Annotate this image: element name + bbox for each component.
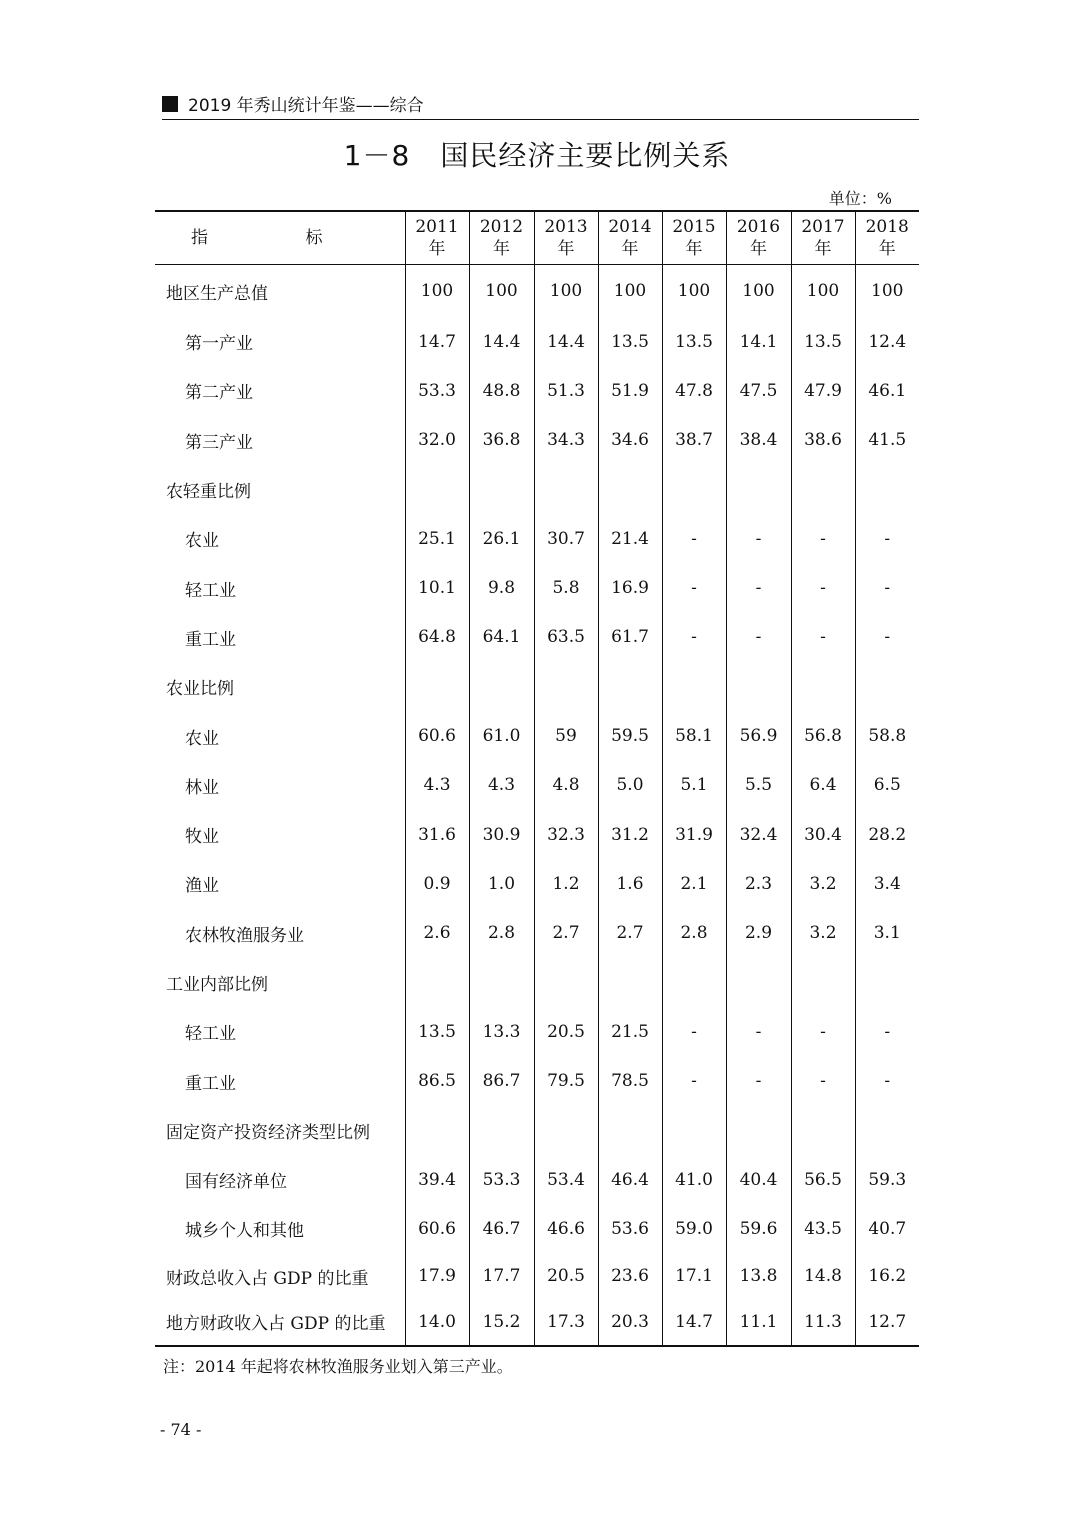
value-cell: 64.8 [405, 613, 469, 662]
value-cell: 3.4 [855, 859, 919, 908]
value-cell: 48.8 [469, 366, 534, 415]
row-label: 国有经济单位 [185, 1172, 287, 1193]
value-cell [791, 465, 855, 514]
value-cell [598, 1106, 662, 1155]
table-row [155, 366, 919, 415]
value-cell: 13.3 [469, 1007, 534, 1056]
value-cell [598, 465, 662, 514]
value-cell [662, 662, 726, 711]
value-cell: 58.1 [662, 711, 726, 760]
value-cell: 17.9 [405, 1254, 469, 1300]
footnote: 注：2014 年起将农林牧渔服务业划入第三产业。 [163, 1357, 513, 1376]
value-cell: 17.7 [469, 1254, 534, 1300]
value-cell: 61.0 [469, 711, 534, 760]
value-cell: 53.4 [534, 1155, 598, 1204]
value-cell [855, 958, 919, 1007]
value-cell: 60.6 [405, 1204, 469, 1253]
value-cell: 59.6 [726, 1204, 791, 1253]
value-cell: - [791, 563, 855, 612]
value-cell: 100 [855, 265, 919, 318]
value-cell: 100 [662, 265, 726, 318]
row-label: 城乡个人和其他 [185, 1221, 304, 1242]
value-cell: 13.5 [791, 317, 855, 366]
value-cell: 86.7 [469, 1056, 534, 1105]
value-cell: 41.5 [855, 416, 919, 465]
running-header [162, 92, 919, 120]
value-cell: 12.4 [855, 317, 919, 366]
year-header: 2013 年 [534, 211, 598, 265]
value-cell: 47.9 [791, 366, 855, 415]
value-cell: 59.3 [855, 1155, 919, 1204]
value-cell: - [662, 1007, 726, 1056]
value-cell: 1.0 [469, 859, 534, 908]
value-cell: 60.6 [405, 711, 469, 760]
value-cell: - [855, 613, 919, 662]
value-cell: - [791, 1056, 855, 1105]
value-cell: 3.2 [791, 859, 855, 908]
table-row [155, 563, 919, 612]
value-cell [534, 465, 598, 514]
value-cell [598, 662, 662, 711]
value-cell: 14.8 [791, 1254, 855, 1300]
value-cell: 100 [534, 265, 598, 318]
value-cell: 2.7 [534, 909, 598, 958]
value-cell: 20.5 [534, 1254, 598, 1300]
value-cell [534, 662, 598, 711]
row-label: 林业 [185, 777, 219, 798]
row-label: 第一产业 [185, 334, 253, 355]
value-cell: 59.0 [662, 1204, 726, 1253]
table-row [155, 514, 919, 563]
value-cell: 5.0 [598, 761, 662, 810]
value-cell [726, 662, 791, 711]
row-label: 地区生产总值 [166, 283, 268, 304]
value-cell [726, 1106, 791, 1155]
value-cell: - [662, 1056, 726, 1105]
value-cell [662, 958, 726, 1007]
year-header: 2018 年 [855, 211, 919, 265]
value-cell: 30.4 [791, 810, 855, 859]
value-cell: 86.5 [405, 1056, 469, 1105]
table-row [155, 909, 919, 958]
value-cell: 4.3 [469, 761, 534, 810]
value-cell: 10.1 [405, 563, 469, 612]
value-cell: - [726, 1056, 791, 1105]
table-row [155, 317, 919, 366]
table-row [155, 1155, 919, 1204]
row-label: 第三产业 [185, 432, 253, 453]
value-cell: 59 [534, 711, 598, 760]
table-body [155, 265, 919, 1346]
value-cell: - [855, 563, 919, 612]
row-label: 农业 [185, 531, 219, 552]
value-cell: - [855, 1056, 919, 1105]
value-cell: 59.5 [598, 711, 662, 760]
value-cell: 53.3 [405, 366, 469, 415]
value-cell: 2.1 [662, 859, 726, 908]
value-cell: 51.3 [534, 366, 598, 415]
value-cell: 25.1 [405, 514, 469, 563]
value-cell: 61.7 [598, 613, 662, 662]
value-cell: 40.4 [726, 1155, 791, 1204]
table-row [155, 662, 919, 711]
table-row [155, 1254, 919, 1300]
value-cell [534, 958, 598, 1007]
table-row [155, 711, 919, 760]
value-cell: 31.6 [405, 810, 469, 859]
value-cell: 47.8 [662, 366, 726, 415]
value-cell: 6.5 [855, 761, 919, 810]
row-label: 固定资产投资经济类型比例 [166, 1122, 370, 1143]
row-label: 财政总收入占 GDP 的比重 [166, 1268, 369, 1289]
value-cell: 38.6 [791, 416, 855, 465]
table-row [155, 1204, 919, 1253]
value-cell [855, 662, 919, 711]
value-cell: 13.5 [662, 317, 726, 366]
value-cell: 56.5 [791, 1155, 855, 1204]
value-cell [405, 465, 469, 514]
value-cell: 100 [598, 265, 662, 318]
value-cell [469, 1106, 534, 1155]
value-cell: 2.3 [726, 859, 791, 908]
value-cell: 9.8 [469, 563, 534, 612]
value-cell: 11.1 [726, 1299, 791, 1346]
value-cell [405, 662, 469, 711]
value-cell: 64.1 [469, 613, 534, 662]
value-cell: 17.3 [534, 1299, 598, 1346]
value-cell: 1.2 [534, 859, 598, 908]
value-cell [469, 465, 534, 514]
value-cell: 30.7 [534, 514, 598, 563]
year-header: 2017 年 [791, 211, 855, 265]
table-header-row [155, 211, 919, 265]
value-cell: 51.9 [598, 366, 662, 415]
table-row [155, 613, 919, 662]
value-cell: 30.9 [469, 810, 534, 859]
table-row [155, 1299, 919, 1346]
row-label: 渔业 [185, 876, 219, 897]
year-header: 2014 年 [598, 211, 662, 265]
value-cell: 2.9 [726, 909, 791, 958]
value-cell: - [662, 563, 726, 612]
value-cell: - [791, 514, 855, 563]
value-cell: 0.9 [405, 859, 469, 908]
value-cell: 41.0 [662, 1155, 726, 1204]
value-cell: 38.7 [662, 416, 726, 465]
value-cell: 46.6 [534, 1204, 598, 1253]
value-cell: - [726, 613, 791, 662]
value-cell: 13.8 [726, 1254, 791, 1300]
row-label: 第二产业 [185, 383, 253, 404]
value-cell [469, 958, 534, 1007]
value-cell: 31.9 [662, 810, 726, 859]
table-row [155, 465, 919, 514]
value-cell: 100 [791, 265, 855, 318]
row-label: 农业比例 [166, 679, 234, 700]
value-cell: - [662, 514, 726, 563]
value-cell: 14.1 [726, 317, 791, 366]
value-cell: 31.2 [598, 810, 662, 859]
value-cell: 14.0 [405, 1299, 469, 1346]
value-cell [598, 958, 662, 1007]
ratio-table [155, 210, 919, 1347]
table-row [155, 1106, 919, 1155]
value-cell: 20.3 [598, 1299, 662, 1346]
value-cell: 4.8 [534, 761, 598, 810]
value-cell: 46.4 [598, 1155, 662, 1204]
year-header: 2016 年 [726, 211, 791, 265]
value-cell: 21.4 [598, 514, 662, 563]
value-cell: 100 [726, 265, 791, 318]
value-cell: 2.6 [405, 909, 469, 958]
page-title [0, 134, 1074, 174]
row-label: 牧业 [185, 827, 219, 848]
value-cell: 26.1 [469, 514, 534, 563]
value-cell: 5.8 [534, 563, 598, 612]
year-header: 2015 年 [662, 211, 726, 265]
value-cell [662, 1106, 726, 1155]
value-cell: - [791, 1007, 855, 1056]
value-cell: 79.5 [534, 1056, 598, 1105]
value-cell: 17.1 [662, 1254, 726, 1300]
value-cell: 21.5 [598, 1007, 662, 1056]
value-cell: - [855, 514, 919, 563]
value-cell [726, 465, 791, 514]
value-cell: 5.1 [662, 761, 726, 810]
value-cell: 2.7 [598, 909, 662, 958]
value-cell: 14.4 [469, 317, 534, 366]
value-cell [855, 1106, 919, 1155]
row-label: 农业 [185, 728, 219, 749]
row-label: 轻工业 [185, 1024, 236, 1045]
value-cell: 36.8 [469, 416, 534, 465]
table-row [155, 859, 919, 908]
value-cell: - [855, 1007, 919, 1056]
value-cell: 28.2 [855, 810, 919, 859]
table-number: 1－8 [343, 139, 411, 172]
row-label: 轻工业 [185, 580, 236, 601]
table-row [155, 958, 919, 1007]
value-cell: - [791, 613, 855, 662]
row-label: 地方财政收入占 GDP 的比重 [155, 1299, 405, 1346]
value-cell [405, 958, 469, 1007]
value-cell [791, 662, 855, 711]
value-cell [534, 1106, 598, 1155]
value-cell: 14.7 [405, 317, 469, 366]
value-cell: 40.7 [855, 1204, 919, 1253]
header-square-icon [162, 96, 178, 112]
value-cell: 46.1 [855, 366, 919, 415]
value-cell: 15.2 [469, 1299, 534, 1346]
row-label: 重工业 [185, 1073, 236, 1094]
value-cell: 47.5 [726, 366, 791, 415]
value-cell: - [726, 514, 791, 563]
value-cell: 58.8 [855, 711, 919, 760]
value-cell [662, 465, 726, 514]
value-cell: 32.4 [726, 810, 791, 859]
value-cell [855, 465, 919, 514]
value-cell: 78.5 [598, 1056, 662, 1105]
value-cell: 53.6 [598, 1204, 662, 1253]
value-cell [405, 1106, 469, 1155]
value-cell: 56.8 [791, 711, 855, 760]
value-cell: - [726, 563, 791, 612]
value-cell: 34.3 [534, 416, 598, 465]
table-row [155, 265, 919, 318]
value-cell: 2.8 [662, 909, 726, 958]
value-cell: 53.3 [469, 1155, 534, 1204]
value-cell: 11.3 [791, 1299, 855, 1346]
value-cell: 43.5 [791, 1204, 855, 1253]
value-cell [726, 958, 791, 1007]
year-header: 2011 年 [405, 211, 469, 265]
value-cell: 14.4 [534, 317, 598, 366]
value-cell: 63.5 [534, 613, 598, 662]
table-row [155, 1007, 919, 1056]
value-cell [469, 662, 534, 711]
value-cell: 16.9 [598, 563, 662, 612]
table-row [155, 416, 919, 465]
value-cell: 34.6 [598, 416, 662, 465]
value-cell: 3.1 [855, 909, 919, 958]
value-cell [791, 958, 855, 1007]
value-cell: 100 [469, 265, 534, 318]
running-header-text: 2019 年秀山统计年鉴——综合 [188, 96, 424, 116]
value-cell: 32.0 [405, 416, 469, 465]
value-cell: 3.2 [791, 909, 855, 958]
table-row [155, 1056, 919, 1105]
row-label: 农轻重比例 [166, 482, 251, 503]
value-cell: 20.5 [534, 1007, 598, 1056]
row-label: 重工业 [185, 629, 236, 650]
value-cell: 6.4 [791, 761, 855, 810]
value-cell: 13.5 [405, 1007, 469, 1056]
indicator-header: 指 标 [155, 211, 405, 265]
value-cell: 38.4 [726, 416, 791, 465]
value-cell [791, 1106, 855, 1155]
value-cell: - [662, 613, 726, 662]
page-number: - 74 - [160, 1420, 202, 1439]
value-cell: 56.9 [726, 711, 791, 760]
value-cell: 5.5 [726, 761, 791, 810]
value-cell: 13.5 [598, 317, 662, 366]
table-title: 国民经济主要比例关系 [440, 139, 731, 172]
value-cell: 12.7 [855, 1299, 919, 1346]
value-cell: 39.4 [405, 1155, 469, 1204]
value-cell: 4.3 [405, 761, 469, 810]
value-cell: 16.2 [855, 1254, 919, 1300]
year-header: 2012 年 [469, 211, 534, 265]
value-cell: 1.6 [598, 859, 662, 908]
row-label: 农林牧渔服务业 [185, 925, 304, 946]
value-cell: 23.6 [598, 1254, 662, 1300]
table-row [155, 810, 919, 859]
value-cell: 32.3 [534, 810, 598, 859]
value-cell: 2.8 [469, 909, 534, 958]
value-cell: - [726, 1007, 791, 1056]
value-cell: 46.7 [469, 1204, 534, 1253]
value-cell: 14.7 [662, 1299, 726, 1346]
unit-label: 单位：% [828, 189, 892, 208]
table-row [155, 761, 919, 810]
value-cell: 100 [405, 265, 469, 318]
row-label: 工业内部比例 [166, 975, 268, 995]
